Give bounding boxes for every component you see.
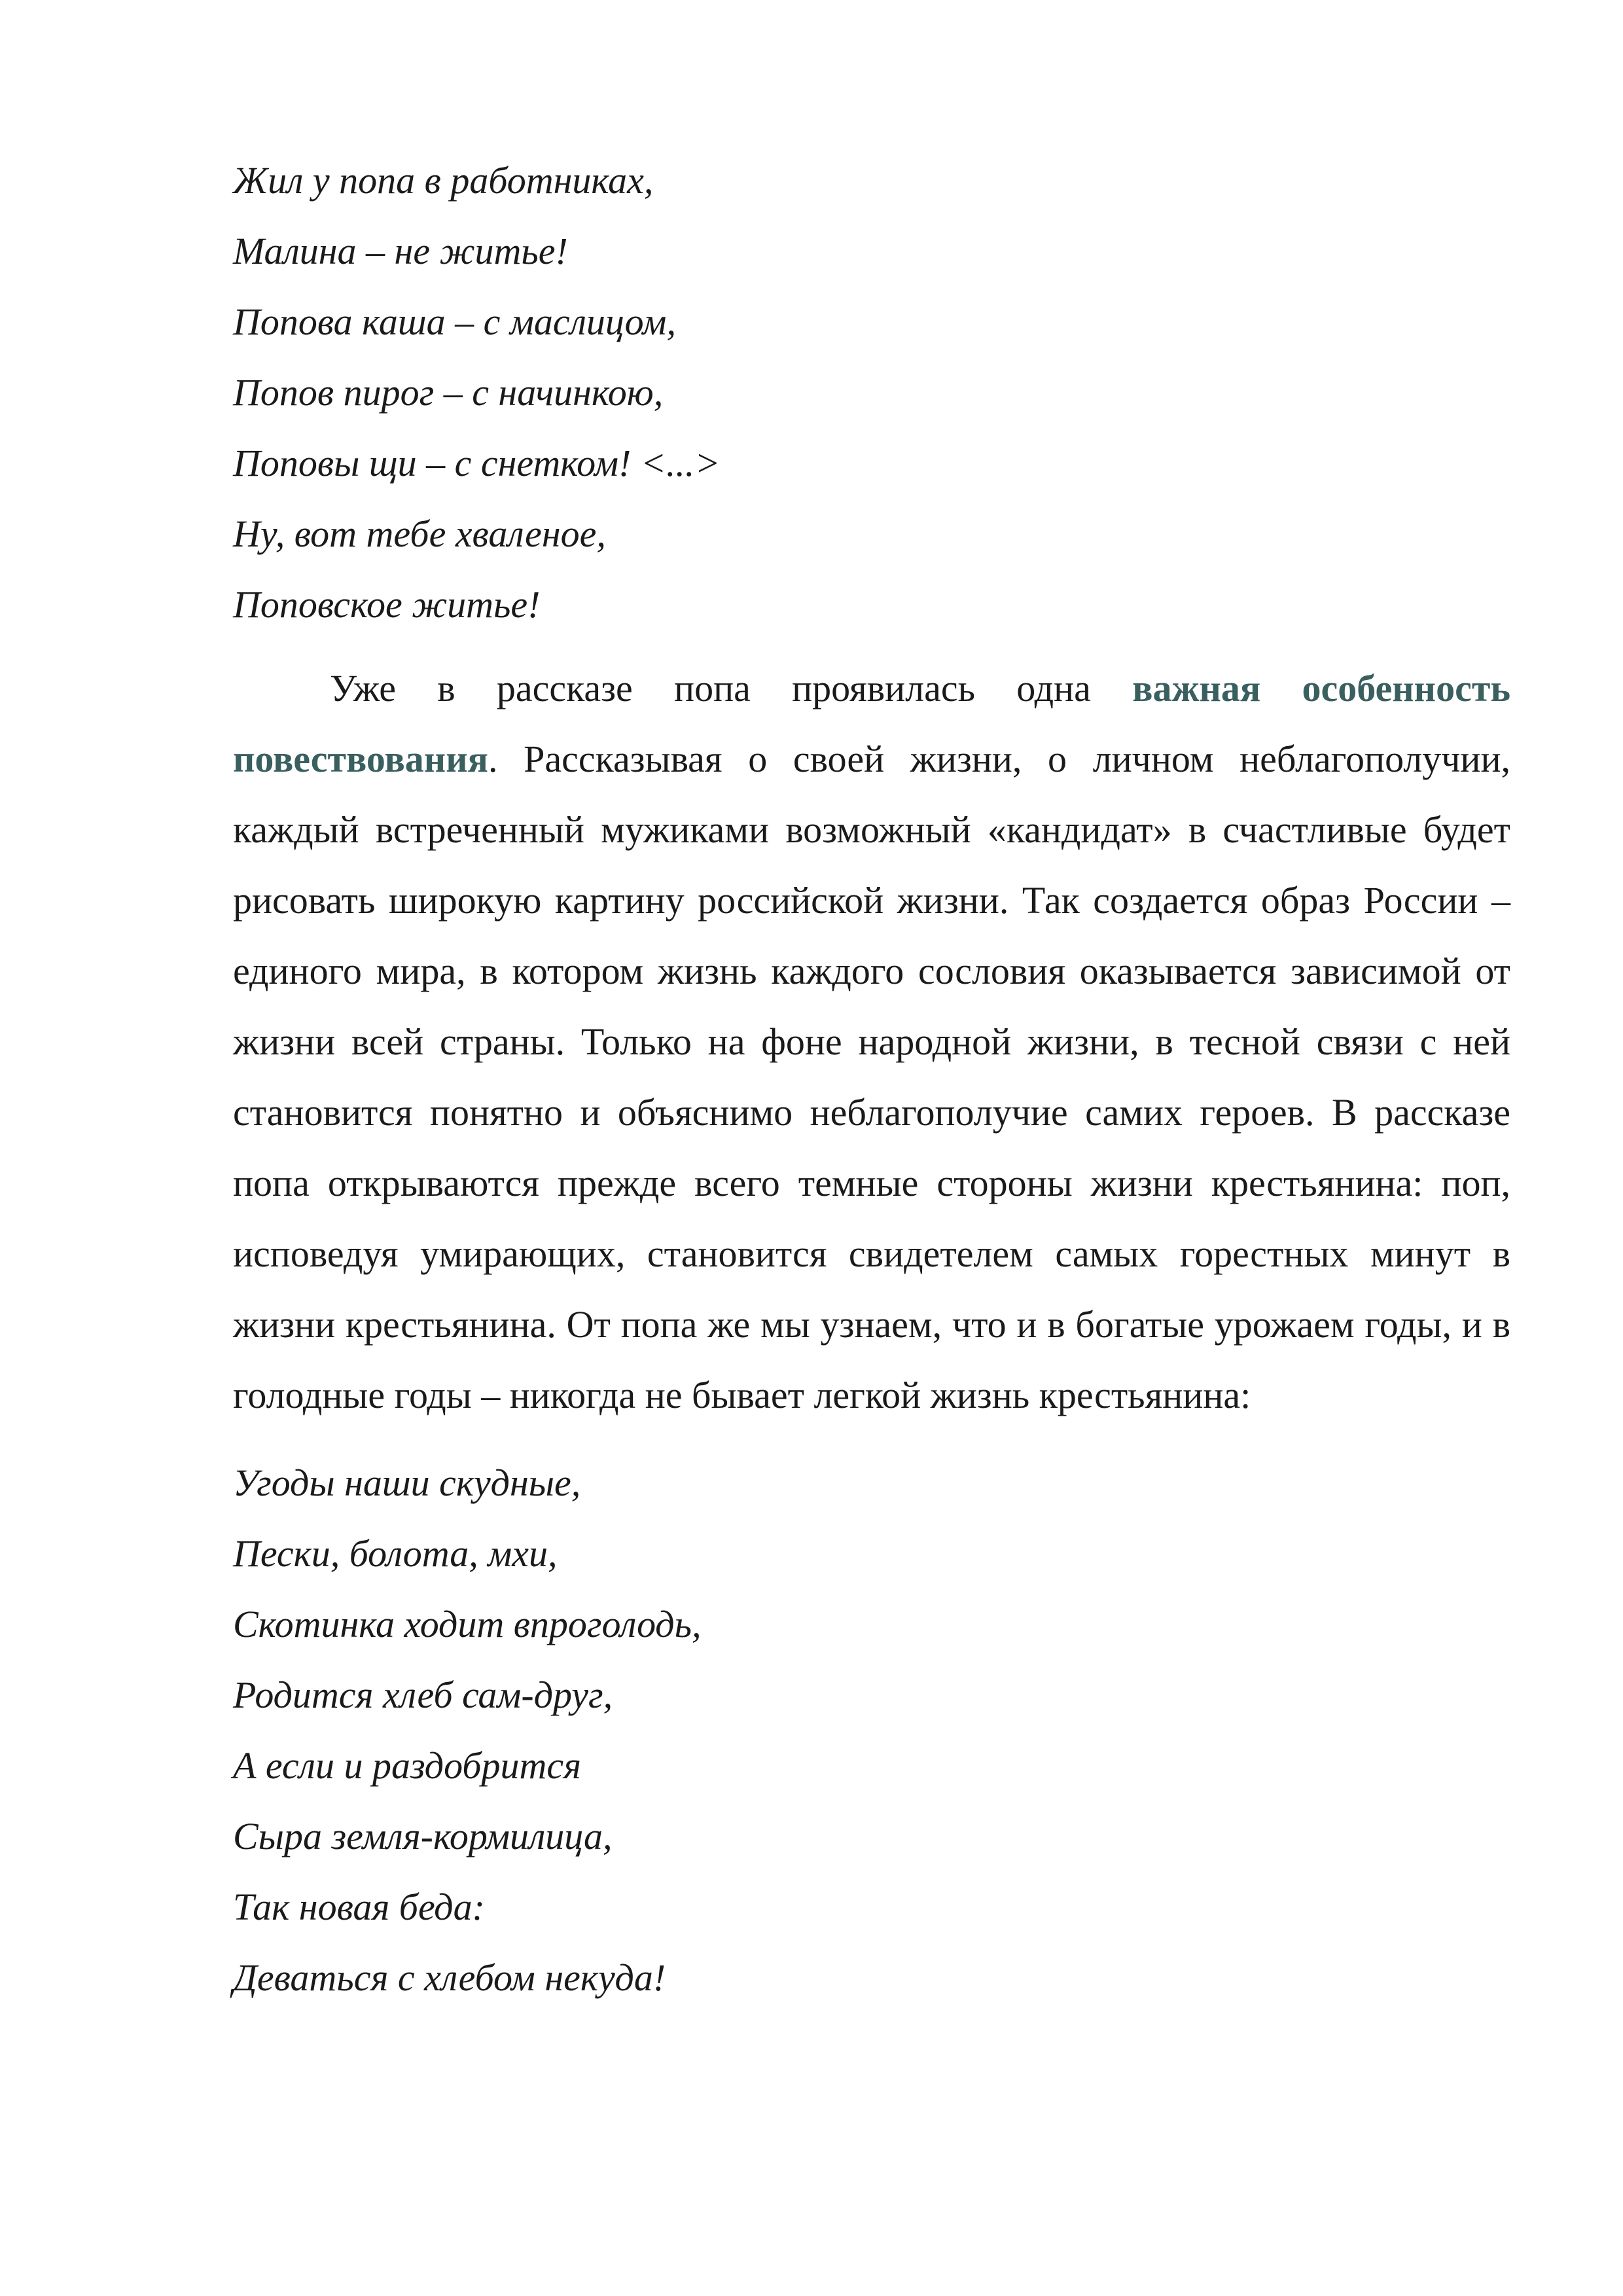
body-paragraph <box>233 653 1510 1431</box>
verse-line: Поповское житье! <box>233 583 541 626</box>
highlighted-phrase: важная особенность повествования <box>233 667 1510 780</box>
verse-line: Пески, болота, мхи, <box>233 1532 558 1575</box>
paragraph-text-after: . Рассказывая о своей жизни, о личном неблагополучии, каждый встреченный мужиками возможный «кандидат» в счастливые будет рисовать широкую картину российской жизни. Так создается образ России – единого мира, в котором жизнь каждого сословия оказывается зависимой от жизни всей страны. Только на фоне народной жизни, в тесной связи с ней становится понятно и объяснимо неблагополучие самих героев. В рассказе попа открываются прежде всего темные стороны жизни крестьянина: поп, исповедуя умирающих, становится свидетелем самых горестных минут в жизни крестьянина. От попа же мы узнаем, что и в богатые урожаем годы, и в голодные годы – никогда не бывает легкой жизнь крестьянина: <box>233 738 1510 1416</box>
paragraph-text-before: Уже в рассказе попа проявилась одна <box>330 667 1133 709</box>
document-page <box>233 145 1510 2013</box>
verse-top <box>233 145 1510 640</box>
verse-line: Попов пирог – с начинкою, <box>233 371 664 414</box>
verse-line: Жил у попа в работниках, <box>233 159 654 202</box>
verse-line: Малина – не житье! <box>233 230 568 272</box>
verse-line: Поповы щи – с снетком! <...> <box>233 442 721 484</box>
verse-line: Угоды наши скудные, <box>233 1462 581 1504</box>
verse-line: Деваться с хлебом некуда! <box>233 1956 666 1999</box>
verse-line: А если и раздобрится <box>233 1744 582 1787</box>
verse-bottom <box>233 1448 1510 2013</box>
verse-line: Скотинка ходит впроголодь, <box>233 1603 702 1645</box>
verse-line: Сыра земля-кормилица, <box>233 1815 613 1857</box>
verse-line: Так новая беда: <box>233 1886 485 1928</box>
verse-line: Ну, вот тебе хваленое, <box>233 512 606 555</box>
verse-line: Родится хлеб сам-друг, <box>233 1674 613 1716</box>
verse-line: Попова каша – с маслицом, <box>233 300 676 343</box>
